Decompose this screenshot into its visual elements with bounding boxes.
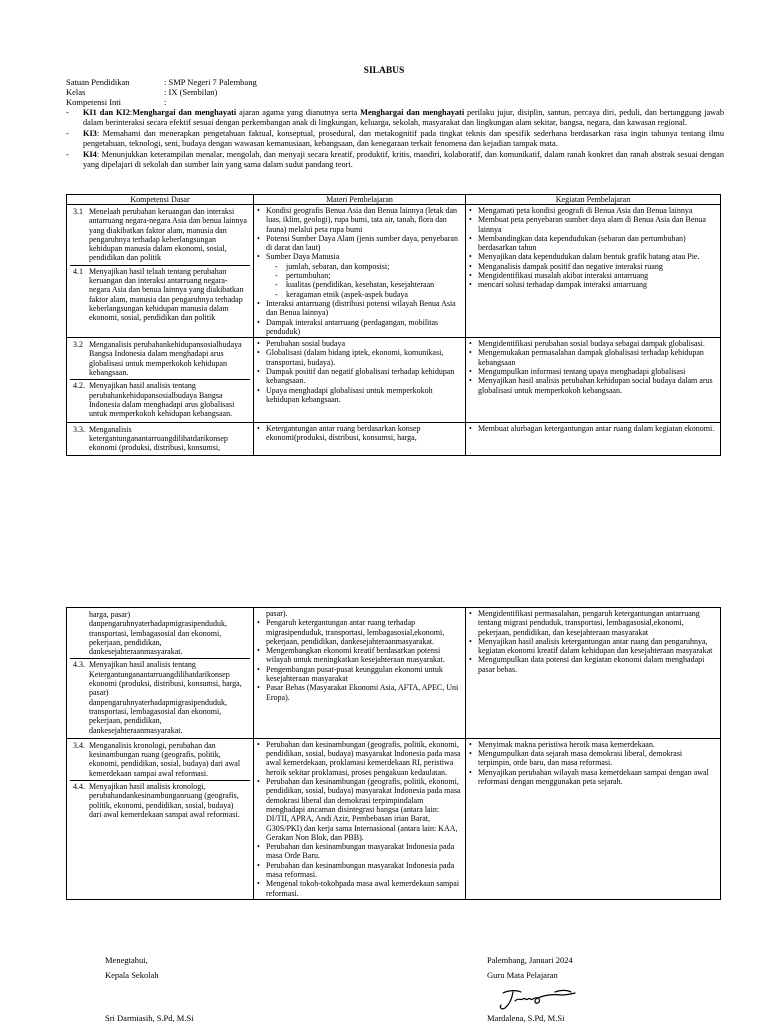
sig-right-line2: Guru Mata Pelajaran xyxy=(487,970,558,980)
kegiatan-list xyxy=(469,339,717,395)
item-text: Kondisi geografis Benua Asia dan Benua lainnya (letak dan luas, iklim, geologi), rupa bumi, tata air, tanah, flora dan fauna) melalui peta rupa bumi xyxy=(266,206,458,234)
bullet-icon: • xyxy=(257,206,260,215)
kegiatan-item xyxy=(469,271,717,280)
kegiatan-item xyxy=(469,609,717,637)
ki-lead: KI4 xyxy=(83,150,97,159)
kd-text: Menyajikan hasil analisis tentang perubahankehidupansosialbudaya Bangsa Indonesia dalam menghadapi arus globalisasi untuk memperkokoh kehidupan kebangsaan. xyxy=(89,381,235,419)
meta-label: Kelas xyxy=(66,87,86,97)
item-text: Mengidentifikasi masalah akibat interaksi antarruang xyxy=(478,271,649,281)
kd-text: Menyajikan hasil analisis tentang Ketergantunganantarruangdilihatdarikonsep ekonomi (produksi, distribusi, konsumsi, harga, pasar) danpengaruhnyaterhadapmigrasipenduduk, transportasi, lembagasosial dan ekonomi, pekerjaan, pendidikan, dankesejahteraanmasyarakat. xyxy=(89,660,242,735)
item-text: Perubahan sosial budaya xyxy=(266,339,346,349)
materi-item xyxy=(257,386,462,405)
item-text: Sumber Daya Manusia xyxy=(266,252,340,262)
kd-number xyxy=(73,610,89,656)
kd-cell xyxy=(67,338,254,422)
bullet-icon: • xyxy=(257,683,260,693)
kd-block xyxy=(70,740,250,780)
kd-block xyxy=(70,379,250,420)
kegiatan-item xyxy=(469,367,717,376)
ki-text xyxy=(83,129,724,149)
item-text: Menyajikan hasil analisis ketergantungan antar ruang dan pengaruhnya, kegiatan ekonomi kreatif dalam kehidupan dan kesejahteraan masyarakat xyxy=(478,636,713,656)
bullet-icon: • xyxy=(469,376,472,386)
bullet-icon: • xyxy=(469,749,472,759)
bullet-icon: • xyxy=(469,261,472,271)
ki-text xyxy=(83,150,724,170)
item-text: Upaya menghadapi globalisasi untuk memperkokoh kehidupan kebangsaan. xyxy=(266,385,433,404)
item-text: Pasar Bebas (Masyarakat Ekonomi Asia, AFTA, APEC, Uni Eropa). xyxy=(266,683,459,702)
materi-item xyxy=(257,683,462,702)
table-row xyxy=(67,205,721,338)
kegiatan-cell xyxy=(466,608,721,739)
materi-sublist xyxy=(266,262,462,299)
materi-cell xyxy=(254,338,466,422)
kegiatan-list xyxy=(469,206,717,290)
ki-body: ajaran agama yang dianutnya serta xyxy=(236,108,361,117)
materi-list xyxy=(257,339,462,404)
item-text: Membuat peta penyebaran sumber daya alam di Benua Asia dan Benua lainnya xyxy=(478,215,706,234)
dash-icon: - xyxy=(275,289,278,299)
bullet-icon: • xyxy=(257,317,260,327)
kd-block xyxy=(70,658,250,736)
kd-text: Menganalisis ketergantunganantarruangdilihatdarikonsep ekonomi (produksi, distribusi, konsumsi, xyxy=(89,424,228,453)
kegiatan-cell xyxy=(466,738,721,899)
meta-value: : IX (Sembilan) xyxy=(164,87,218,97)
bullet-icon: • xyxy=(469,609,472,618)
table-row xyxy=(67,422,721,456)
item-text: Mengumpulkan data potensi dan kegiatan ekonomi dalam menghadapi pasar bebas. xyxy=(478,655,705,674)
bullet-icon: • xyxy=(257,860,260,870)
item-text: Perubahan dan kesinambungan (geografis, politik, ekonomi, pendidikan, sosial, budaya) masyarakat Indonesia pada masa demokrasi liberal dan demokrasi terpimpindalam menghadapi ancaman disintegrasi bangsa (antara lain: DI/TII, APRA, Andi Aziz, Pembebasan irian Barat, G30S/PKI) dan kerja sama Internasional (antara lain: KAA, Gerakan Non Blok, dan PBB). xyxy=(266,777,461,842)
bullet-icon: • xyxy=(469,423,472,433)
item-text: Menyajikan data kependudukan dalam bentuk grafik batang atau Pie. xyxy=(478,252,700,262)
bullet-icon: • xyxy=(257,233,260,243)
subitem-text: pertumbuhan; xyxy=(286,271,331,281)
materi-cell xyxy=(254,422,466,456)
meta-label: Satuan Pendidikan xyxy=(66,77,130,87)
core-competence-list xyxy=(66,108,724,171)
header-kompetensi-dasar: Kompetensi Dasar xyxy=(67,195,254,205)
dash-icon: - xyxy=(275,280,278,290)
item-text: mencari solusi terhadap dampak interaksi antarruang xyxy=(478,280,648,290)
kd-block xyxy=(70,265,250,325)
kegiatan-cell xyxy=(466,205,721,338)
bullet-icon: • xyxy=(257,618,260,628)
item-text: Perubahan dan kesinambungan masyarakat Indonesia pada masa reformasi. xyxy=(266,860,455,880)
materi-item xyxy=(257,842,462,861)
kd-text: Menyajikan hasil telaah tentang perubahan keruangan dan interaksi antarruang negara-negara Asia dan benua lainnya yang diakibatkan faktor alam, manusia dan pengaruhnya terhadap keberlangsungan kehidupan manusia dalam ekonomi, sosial, pendidikan dan politik xyxy=(89,266,244,323)
item-text: Membuat alurbagan ketergantungan antar ruang dalam kegiatan ekonomi. xyxy=(478,423,715,433)
kegiatan-list xyxy=(469,609,717,674)
item-text: Interaksi antarruang (distribusi potensi wilayah Benua Asia dan Benua lainnya) xyxy=(266,298,456,318)
kd-block xyxy=(70,780,250,821)
kegiatan-list xyxy=(469,424,717,433)
ki-sep: : xyxy=(96,129,103,138)
ki-bullet: - xyxy=(66,129,69,138)
bullet-icon: • xyxy=(469,339,472,349)
materi-item xyxy=(257,861,462,880)
item-text: Mengembangkan ekonomi kreatif berdasarkan potensi wilayah untuk meningkatkan kesejahteraan masyarakat. xyxy=(266,646,445,665)
syllabus-table-part2 xyxy=(66,607,721,900)
kd-block xyxy=(70,206,250,265)
materi-item xyxy=(257,665,462,684)
kegiatan-item xyxy=(469,206,717,215)
materi-item xyxy=(257,348,462,367)
materi-item xyxy=(257,252,462,298)
bullet-icon: • xyxy=(257,339,260,349)
kegiatan-item xyxy=(469,252,717,261)
ki-body: perilaku jujur, disiplin, santun, percaya diri, peduli, dan bertanggung jawab dalam berinteraksi secara efektif sesuai dengan perkembangan anak di lingkungan, keluarga, sekolah, masyarakat dan lingkungan alam sekitar, bangsa, negara, dan kawasan regional. xyxy=(83,108,725,127)
kd-text: Menganalisis perubahankehidupansosialbudaya Bangsa Indonesia dalam menghadapi arus globalisasi untuk memperkokoh kehidupan kebangsaan. xyxy=(89,340,242,378)
handwritten-signature-icon xyxy=(495,987,580,1013)
table-row xyxy=(67,608,721,739)
bullet-icon: • xyxy=(469,206,472,215)
ki-text xyxy=(83,108,724,128)
bullet-icon: • xyxy=(257,298,260,308)
kegiatan-item xyxy=(469,280,717,289)
kd-number: 4.2. xyxy=(73,381,85,391)
meta-value: : SMP Negeri 7 Palembang xyxy=(164,77,257,87)
ki-body: Menunjukkan keterampilan menalar, mengolah, dan menyaji secara kreatif, produktif, kritis, mandiri, kolaboratif, dan komunikatif, dalam ranah konkret dan ranah abstrak sesuai dengan yang dipelajari di sekolah dan sumber lain yang sama dalam sudut pandang teori. xyxy=(83,150,724,169)
ki-bullet: - xyxy=(66,108,69,117)
item-text: Membandingkan data kependudukan (sebaran dan pertumbuhan) berdasarkan tahun xyxy=(478,233,686,253)
item-text: Menyajikan hasil analisis perubahan kehidupan social budaya dalam arus globalisasi untuk memperkokoh kebangsaan. xyxy=(478,376,713,395)
materi-continuation: pasar). xyxy=(266,609,288,618)
header-materi: Materi Pembelajaran xyxy=(254,195,466,205)
materi-item xyxy=(257,740,462,777)
kd-number: 4.1 xyxy=(73,266,83,276)
kegiatan-item xyxy=(469,262,717,271)
materi-item xyxy=(257,299,462,318)
materi-item xyxy=(257,206,462,234)
meta-label: Kompetensi Inti xyxy=(66,97,122,107)
syllabus-table-part1 xyxy=(66,194,721,456)
materi-subitem xyxy=(275,271,462,280)
ki-emphasis: Menghargai dan menghayati xyxy=(132,108,237,117)
bullet-icon: • xyxy=(257,348,260,358)
materi-list xyxy=(257,206,462,336)
table-row xyxy=(67,338,721,422)
kegiatan-cell xyxy=(466,338,721,422)
materi-item xyxy=(257,234,462,253)
dash-icon: - xyxy=(275,261,278,271)
table-row xyxy=(67,738,721,899)
item-text: Mengumpulkan informasi tentang upaya menghadapi globalisasi xyxy=(478,367,686,377)
ki-lead: KI1 dan KI2 xyxy=(83,108,130,117)
bullet-icon: • xyxy=(469,367,472,377)
kd-block xyxy=(70,424,250,455)
sig-left-line2: Kepala Sekolah xyxy=(105,970,159,980)
item-text: Dampak interaksi antarruang (perdagangan, mobilitas penduduk) xyxy=(266,317,439,336)
kd-text: Menganalisis kronologi, perubahan dan kesinambungan ruang (geografis, politik, ekonomi, pendidikan, sosial, budaya) dari awal kemerdekaan sampai awal reformasi. xyxy=(89,740,241,778)
item-text: Potensi Sumber Daya Alam (jenis sumber daya, penyebaran di darat dan laut) xyxy=(266,233,458,253)
ki-item xyxy=(66,150,724,170)
item-text: Perubahan dan kesinambungan masyarakat Indonesia pada masa Orde Baru. xyxy=(266,842,455,861)
materi-subitem xyxy=(275,262,462,271)
item-text: Mengumpulkan data sejarah masa demokrasi liberal, demokrasi terpimpin, orde baru, dan masa reformasi. xyxy=(478,749,683,768)
item-text: Menganalisis dampak positif dan negative interaksi ruang xyxy=(478,261,663,271)
bullet-icon: • xyxy=(469,280,472,290)
subitem-text: kualitas (pendidikan, kesehatan, kesejahteraan xyxy=(286,280,435,290)
item-text: Perubahan dan kesinambungan (geografis, politik, ekonomi, pendidikan, sosial, budaya) masyarakat Indonesia pada masa awal kemerdekaan, proklamasi kemerdekaan RI, peristiwa heroik sekitar proklamasi, proses pengakuan kedaulatan. xyxy=(266,739,461,777)
sig-right-name: Mardalena, S.Pd, M.Si xyxy=(487,1013,565,1023)
kegiatan-item xyxy=(469,339,717,348)
bullet-icon: • xyxy=(257,664,260,674)
kd-block xyxy=(70,339,250,379)
bullet-icon: • xyxy=(469,655,472,665)
ki-bullet: - xyxy=(66,150,69,159)
bullet-icon: • xyxy=(257,879,260,889)
materi-item xyxy=(257,646,462,665)
ki-item xyxy=(66,129,724,149)
item-text: Dampak positif dan negatif globalisasi terhadap kehidupan kebangsaan. xyxy=(266,367,455,386)
materi-subitem xyxy=(275,290,462,299)
bullet-icon: • xyxy=(257,777,260,787)
item-text: Mengidentifikasi perubahan sosial budaya sebagai dampak globalisasi. xyxy=(478,339,705,349)
kd-text: harga, pasar) danpengaruhnyaterhadapmigrasipenduduk, transportasi, lembagasosial dan ekonomi, pekerjaan, pendidikan, dankesejahteraanmasyarakat. xyxy=(89,610,227,657)
bullet-icon: • xyxy=(469,767,472,777)
materi-item xyxy=(257,618,462,646)
bullet-icon: • xyxy=(257,646,260,656)
kd-cell xyxy=(67,608,254,739)
materi-item xyxy=(257,367,462,386)
materi-list xyxy=(257,618,462,702)
kd-number: 3.3. xyxy=(73,424,85,434)
kegiatan-list xyxy=(469,740,717,786)
header-kegiatan: Kegiatan Pembelajaran xyxy=(466,195,721,205)
kegiatan-item xyxy=(469,655,717,674)
ki-sep: : xyxy=(129,108,133,117)
item-text: Menyajikan perubahan wilayah masa kemerdekaan sampai dengan awal reformasi dengan menggunakan peta sejarah. xyxy=(478,767,709,787)
ki-emphasis: Menghargai dan menghayati xyxy=(360,108,465,117)
item-text: Menyimak makna peristiwa heroik masa kemerdekaan. xyxy=(478,739,655,749)
kd-text: Menyajikan hasil analisis kronologi, perubahandankesinambunganruang (geografis, politik, ekonomi, pendidikan, sosial, budaya) dari awal kemerdekaan sampai awal reformasi. xyxy=(89,782,240,819)
sig-left-line1: Menegtahui, xyxy=(105,955,148,965)
document-title: SILABUS xyxy=(363,66,405,76)
ki-sep: : xyxy=(96,150,102,159)
kd-text: Menelaah perubahan keruangan dan interaksi antarruang negara-negara Asia dan benua lainnya yang diakibatkan faktor alam, manusia dan pengaruhnya terhadap keberlangsungan kehidupan manusia dalam ekonomi, sosial, pendidikan dan politik xyxy=(89,207,247,263)
materi-item xyxy=(257,879,462,898)
kd-cell xyxy=(67,738,254,899)
kd-number: 3.2 xyxy=(73,340,83,350)
materi-cell xyxy=(254,205,466,338)
materi-item xyxy=(257,424,462,443)
materi-cell xyxy=(254,608,466,739)
dash-icon: - xyxy=(275,271,278,281)
meta-row xyxy=(66,77,257,87)
ki-body: Memahami dan menerapkan pengetahuan faktual, konseptual, prosedural, dan metakognitif pada tingkat teknis dan spesifik sederhana berdasarkan rasa ingin tahunya tentang ilmu pengetahuan, teknologi, seni, budaya dengan wawasan kemanusiaan, kebangsaan, dan kenegaraan terkait fenomena dan kejadian tampak mata. xyxy=(83,129,724,148)
ki-lead: KI3 xyxy=(83,129,97,138)
kd-number: 4.3. xyxy=(73,660,85,670)
bullet-icon: • xyxy=(257,252,260,262)
sig-left-name: Sri Darmiasih, S.Pd, M.Si xyxy=(105,1013,194,1023)
materi-list xyxy=(257,740,462,898)
sig-right-line1: Palembang, Januari 2024 xyxy=(487,955,573,965)
kd-number: 3.1 xyxy=(73,207,83,216)
materi-item xyxy=(257,777,462,842)
bullet-icon: • xyxy=(257,842,260,852)
materi-item xyxy=(257,318,462,337)
bullet-icon: • xyxy=(469,739,472,749)
kegiatan-item xyxy=(469,637,717,656)
bullet-icon: • xyxy=(469,348,472,358)
bullet-icon: • xyxy=(469,252,472,262)
bullet-icon: • xyxy=(257,385,260,395)
bullet-icon: • xyxy=(257,423,260,433)
ki-item xyxy=(66,108,724,128)
kegiatan-item xyxy=(469,348,717,367)
kegiatan-cell xyxy=(466,422,721,456)
meta-value: : xyxy=(164,97,167,107)
item-text: Mengenal tokoh-tokohpada masa awal kemerdekaan sampai reformasi. xyxy=(266,879,460,898)
meta-row xyxy=(66,97,257,107)
kd-number: 3.4. xyxy=(73,740,85,750)
materi-cell xyxy=(254,738,466,899)
meta-row xyxy=(66,87,257,97)
bullet-icon: • xyxy=(469,215,472,225)
bullet-icon: • xyxy=(469,271,472,281)
item-text: Pengembangan pusat-pusat keunggulan ekonomi untuk kesejahteraan masyarakat xyxy=(266,664,443,684)
kd-cell xyxy=(67,422,254,456)
bullet-icon: • xyxy=(469,233,472,243)
item-text: Mengamati peta kondisi geografi di Benua Asia dan Benua lainnya xyxy=(478,206,693,215)
subitem-text: jumlah, sebaran, dan komposisi; xyxy=(286,261,390,271)
kegiatan-item xyxy=(469,376,717,395)
kegiatan-item xyxy=(469,424,717,433)
item-text: Globalisasi (dalam bidang iptek, ekonomi, komunikasi, transportasi, budaya). xyxy=(266,348,444,367)
bullet-icon: • xyxy=(257,739,260,749)
item-text: Mengemukakan permasalahan dampak globalisasi terhadap kehidupan kebangsaan xyxy=(478,348,704,367)
materi-subitem xyxy=(275,280,462,289)
kegiatan-item xyxy=(469,768,717,787)
item-text: Ketergantungan antar ruang berdasarkan konsep ekonomi(produksi, distribusi, konsumsi, harga, xyxy=(266,423,421,442)
kegiatan-item xyxy=(469,234,717,253)
identity-block xyxy=(66,77,257,107)
kegiatan-item xyxy=(469,749,717,768)
bullet-icon: • xyxy=(469,636,472,646)
kegiatan-item xyxy=(469,740,717,749)
materi-item xyxy=(257,339,462,348)
subitem-text: keragaman etnik (aspek-aspek budaya xyxy=(286,289,408,299)
bullet-icon: • xyxy=(257,367,260,377)
item-text: Mengidentifikasi permasalahan, pengaruh ketergantungan antarruang tentang migrasi penduduk, transportasi, lembagasosial,ekonomi, pekerjaan, pendidikan, dan kesejahteraan masyarakat xyxy=(478,609,700,637)
kd-cell xyxy=(67,205,254,338)
kegiatan-item xyxy=(469,215,717,234)
kd-block xyxy=(70,609,250,658)
kd-number: 4.4. xyxy=(73,782,85,792)
item-text: Pengaruh ketergantungan antar ruang terhadap migrasipenduduk, transportasi, lembagasosial,ekonomi, pekerjaan, pendidikan, dankesejahteraanmasyarakat. xyxy=(266,618,445,646)
materi-list xyxy=(257,424,462,443)
